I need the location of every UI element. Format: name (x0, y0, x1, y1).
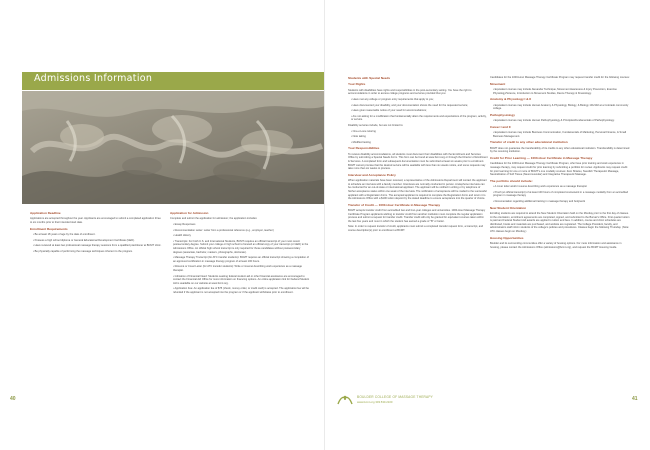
heading-career: Career I and II (490, 124, 511, 129)
paragraph: Students with disabilities have rights and responsibilities in the post-secondary setting. You have the right to accommodations in order to access college programs and services provided that you: (348, 88, 472, 96)
list-item: • Have given reasonable notice of your need for accommodations; (351, 109, 427, 113)
list-item-text: Note taking (352, 135, 366, 139)
stone-photo-image (22, 91, 325, 204)
list-item: • Be at least 18 years of age by the date of enrollment. (33, 233, 96, 236)
footer-contact: www.bcmt.org 303.530.2100 (357, 400, 393, 404)
paragraph: Boulder and its surrounding communities offer a variety of housing options. For more information and assistance in housing, please contact the Admissions Office (admissions@bcmt.org), and request the BCMT Housing Guide. (490, 241, 622, 249)
list-item: • Have received at least two professional massage therapy sessions from a qualified practitioner at BCMT clinic. (33, 244, 162, 248)
list-item: • A cover letter and/or resume describing work experience as a massage therapist (493, 185, 587, 189)
paragraph: Complete and submit the application for admission; the application includes: (170, 217, 258, 221)
list-item-text: Transcripts: For both U.S. and International Students, BCMT requires an official transcript of your most recent postsecondary degree. Submit your college or high school to forward an official copy of your transcript (or GED) to the Admissions Office. An official high school transcript is only required for those candidates without postsecondary degrees (associate, bachelor, masters, photographs, doctorate). (173, 239, 309, 254)
list-item: • Have documented your disability, and your documentation shows the need for the requested service; (351, 103, 469, 107)
list-item-text: Be at least 18 years of age by the date of enrollment. (34, 233, 96, 236)
heading-application-for-admission: Application for Admission (170, 211, 209, 215)
list-item: • Application Fee: An application fee of $75 (check, money order, or credit card) is accepted. The application fee will be refunded if the applicant is not accepted into the program or if the applicant withdraws prior to enrollment. (173, 287, 309, 294)
heading-your-responsibilities: Your Responsibilities (348, 146, 380, 151)
list-item: • Modified testing (351, 140, 371, 144)
list-item-text: Have documented your disability, and your documentation shows the need for the requested service; (352, 103, 469, 107)
heading-pathophysiology: Pathophysiology (490, 112, 515, 117)
heading-orientation: New Student Orientation (490, 205, 527, 210)
list-item-text: Proof (an official transcript) of at least 100 hours of completed coursework in a massage modality from an accredited program in massage therapy (493, 190, 629, 198)
list-item: • Note taking (351, 135, 366, 139)
footer-college-name: BOULDER COLLEGE OF MASSAGE THERAPY (357, 395, 433, 399)
list-item: • Equivalent courses may include Alexander Technique, Movement Awareness & Injury Prevention, Exercise Physiology/Science, Introduction to Movement Studies, Dance Therapy & Kinesiology. (493, 88, 617, 95)
heading-transfer-other: Transfer of credit to any other educational institution (490, 140, 568, 145)
list-item-text: Equivalent courses may include Alexander Technique, Movement Awareness & Injury Prevention, Exercise Physiology/Science, Introduction to Movement Studies, Dance Therapy & Kinesiology. (493, 88, 617, 95)
list-item-text: Application Fee: An application fee of $75 (check, money order, or credit card) is accepted. The application fee will be refunded if the applicant is not accepted into the program or if the applicant withdraws prior to enrollment. (173, 287, 309, 294)
paragraph: To receive disability accommodations, all students must document their disabilities with the Enrollment and Services Office by submitting a Special Needs Form. This form can be found at www.bcmt.org or through the Director of Enrollment & Services. A completed form and subsequent documentation must be submitted at least six weeks prior to enrollment. BCMT cannot promise that the desired service will be available with less than six weeks notice, and some requests may take more than six weeks to process. (348, 152, 488, 171)
paragraph: Enrolling students are required to attend the New Student Orientation held on the Monday prior to the first day of classes. At the orientation, enrollment agreements are completed, signed, and submitted to the Bursar's Office. First quarter tuition is paid and Federal Student Aid awards are applied to tuition and fees. In addition, course and clinic schedules are distributed, books and materials are purchased, and website are registered. The College President, faculty, and administrators staff inform students of the college's policies and procedures. Classes begin the following Thursday. (Note: ATC classes begin on Monday.) (490, 211, 630, 233)
list-item: • Have met any college or program entry requirements that apply to you; (351, 98, 434, 101)
paragraph: BCMT accepts transfer credit from accredited two and four-year colleges and universities. 1000-Hour Massage Therapy Certificate Program applicants wishing to transfer credit from another institution must complete the regular application process and submit a request for transfer credit. Transfer credit will only be granted for equivalent courses taken within the last five years and must in which the student has earned a grade of "B" or better. (348, 209, 486, 223)
list-item-text: A cover letter and/or resume describing work experience as a massage therapist (494, 185, 587, 189)
page-number-right: 41 (632, 396, 638, 402)
list-item-text: Have given reasonable notice of your need for accommodations; (352, 109, 427, 113)
list-item: • Résumé or Covel Letter (for ATC transfer students): Write or résumé describing work experience as a massage therapist. (173, 265, 302, 272)
list-item: • Possess a high school diploma or General Educational Development Certificate (GED). (33, 238, 135, 242)
paragraph: Applications are accepted throughout the year. Applicants are encouraged to submit a completed application three to six months prior to their intended start date. (30, 217, 161, 224)
list-item: • Equivalent courses may include Human Anatomy & Physiology, Biology, & Biology 101/102 at a Colorado community college. (493, 103, 629, 111)
list-item-text: Modified testing (352, 140, 371, 144)
list-item: • Are not asking for a modification that fundamentally alters the requirements and expectations of the program, activity, or service. (351, 114, 487, 122)
list-item-text: Are not asking for a modification that fundamentally alters the requirements and expectations of the program, activity, or service. (351, 114, 487, 122)
list-item-text: Have met any college or program entry requirements that apply to you; (352, 98, 434, 101)
college-logo-icon (337, 394, 353, 406)
heading-application-deadline: Application Deadline (30, 211, 61, 215)
column-special-needs (348, 76, 488, 235)
heading-your-rights: Your Rights (348, 82, 366, 87)
heading-portfolio: The portfolio should include: (490, 178, 533, 183)
heading-housing: Housing Opportunities (490, 235, 524, 240)
list-item: • Be physically capable of performing the massage techniques inherent to the program. (33, 249, 133, 253)
list-item: • Recommendation Letter: Letter from a professional reference (e.g., employer, teacher) (173, 228, 274, 232)
list-item-text: Essay Responses (174, 223, 196, 226)
heading-movement: Movement (490, 81, 506, 86)
page-title: Admissions Information (34, 73, 153, 84)
list-item-text: Résumé or Covel Letter (for ATC transfer students): Write or résumé describing work experience as a massage therapist. (173, 265, 302, 272)
list-item-text: Recommendation Letter: Letter from a professional reference (e.g., employer, teacher) (174, 228, 274, 232)
paragraph: Candidates for the 1000-Hour Massage Therapy Certificate Program may request transfer credit for the following courses: (490, 76, 630, 79)
list-item: • Indication of Financial Need: Students seeking federal student aid or other financial assistance are encouraged to contact the Financial Aid Office for more information on financing options. An online application link for Federal Student Aid is available on our website at www.bcmt.org. (173, 274, 310, 285)
list-item-text: Health History (174, 234, 191, 238)
paragraph: Note: In order to request transfer of credit, applicants must submit a completed transfer request form, a transcript, and course description(s) prior to enrollment at BCMT. (348, 225, 484, 233)
list-item-text: Be physically capable of performing the massage techniques inherent to the program. (34, 249, 133, 253)
paragraph: Candidates for the 1000-Hour Massage Therapy Certificate Program, who have prior training and work experience in massage therapy, may request credit for prior learning by submitting a portfolio for review. Applicants may request credit for prior learning for one or more of BCMT's one modality courses: Zero Shiatsu, Swedish Therapeutic Massage, Neutralization of Soft Tissue (Neuromuscular) and Integrative Therapeutic Massage. (490, 162, 628, 177)
list-item-text: Equivalent courses may include Business Communication, Fundamentals of Marketing, Personal Finance, & Small Business Management. (493, 131, 626, 138)
list-item: • Equivalent courses may include Human Pathophysiology & Principles/Fundamentals of Pathophysiology. (493, 119, 615, 123)
heading-anatomy: Anatomy & Physiology I & II (490, 97, 532, 102)
heading-enrollment-requirements: Enrollment Requirements (30, 226, 68, 231)
heading-prior-learning: Credit for Prior Learning — 1000-Hour Certificate in Massage Therapy (490, 155, 593, 160)
list-item: • Equivalent courses may include Business Communication, Fundamentals of Marketing, Personal Finance, & Small Business Management. (493, 131, 626, 138)
paragraph: BCMT does not guarantee the transferability of its credits to any other educational institution. Transferability is determined by the receiving institution. (490, 146, 630, 154)
paragraph: Disability services include, but are not limited to: (348, 123, 404, 127)
heading-transfer-of-credit: Transfer of Credit — 1000-Hour Certificate in Massage Therapy (348, 202, 441, 207)
list-item: • Proof (an official transcript) of at least 100 hours of completed coursework in a massage modality from an accredited program in massage therapy (493, 190, 629, 198)
list-item: • One-on-one tutoring (351, 129, 376, 133)
list-item-text: Massage Therapy Transcript (for ATC transfer students): BCMT requires an official transcript showing a completion of an approved certification in massage therapy program of at least 100 hours. (173, 256, 309, 263)
list-item: • Transcripts: For both U.S. and International Students, BCMT requires an official transcript of your most recent postsecondary degree. Submit your college or high school to forward an official copy of your transcript (or GED) to the Admissions Office. An official high school transcript is only required for those candidates without postsecondary degrees (associate, bachelor, masters, photographs, doctorate). (173, 239, 309, 254)
page-number-left: 40 (10, 396, 16, 402)
list-item-text: One-on-one tutoring (352, 129, 376, 133)
column-transfer-courses (490, 76, 630, 251)
column-enrollment (30, 211, 162, 255)
list-item-text: Equivalent courses may include Human Anatomy & Physiology, Biology, & Biology 101/102 at a Colorado community college. (493, 103, 629, 111)
list-item-text: Documentation regarding additional training in massage therapy and bodywork (494, 199, 586, 203)
list-item-text: Possess a high school diploma or General Educational Development Certificate (GED). (34, 238, 135, 242)
list-item-text: Have received at least two professional massage therapy sessions from a qualified practitioner at BCMT clinic. (34, 244, 162, 248)
paragraph: When application materials have been received, a representative of the Admissions Department will contact the applicant to schedule an interview with a faculty member. Interviews are normally conducted in person. A telephone interview can be conducted for an out-of-state or international applicant. The applicant will be notified in writing or by telephone of his/her acceptance status within one week of the interview. The notification of acceptance will be mailed to the successful applicant with a Registration Form. The accepted applicant is required to complete the Registration Form and return it to the Admissions Office with a $100 tuition deposit by the stated deadline to ensure acceptance into the quarter of choice. (348, 179, 487, 201)
list-item-text: Indication of Financial Need: Students seeking federal student aid or other financial assistance are encouraged to contact the Financial Aid Office for more information on financing options. An online application link for Federal Student Aid is available on our website at www.bcmt.org. (173, 274, 310, 285)
list-item: • Health History (173, 234, 191, 238)
list-item: • Documentation regarding additional training in massage therapy and bodywork (493, 199, 586, 203)
list-item: • Massage Therapy Transcript (for ATC transfer students): BCMT requires an official transcript showing a completion of an approved certification in massage therapy program of at least 100 hours. (173, 256, 309, 263)
heading-special-needs: Students with Special Needs (348, 76, 391, 80)
list-item-text: Equivalent courses may include Human Pathophysiology & Principles/Fundamentals of Pathophysiology. (494, 119, 615, 123)
stone-sculpture-photo (22, 91, 325, 204)
heading-interview-policy: Interview and Acceptance Policy (348, 172, 396, 177)
list-item: • Essay Responses (173, 223, 196, 226)
column-application (170, 211, 310, 297)
